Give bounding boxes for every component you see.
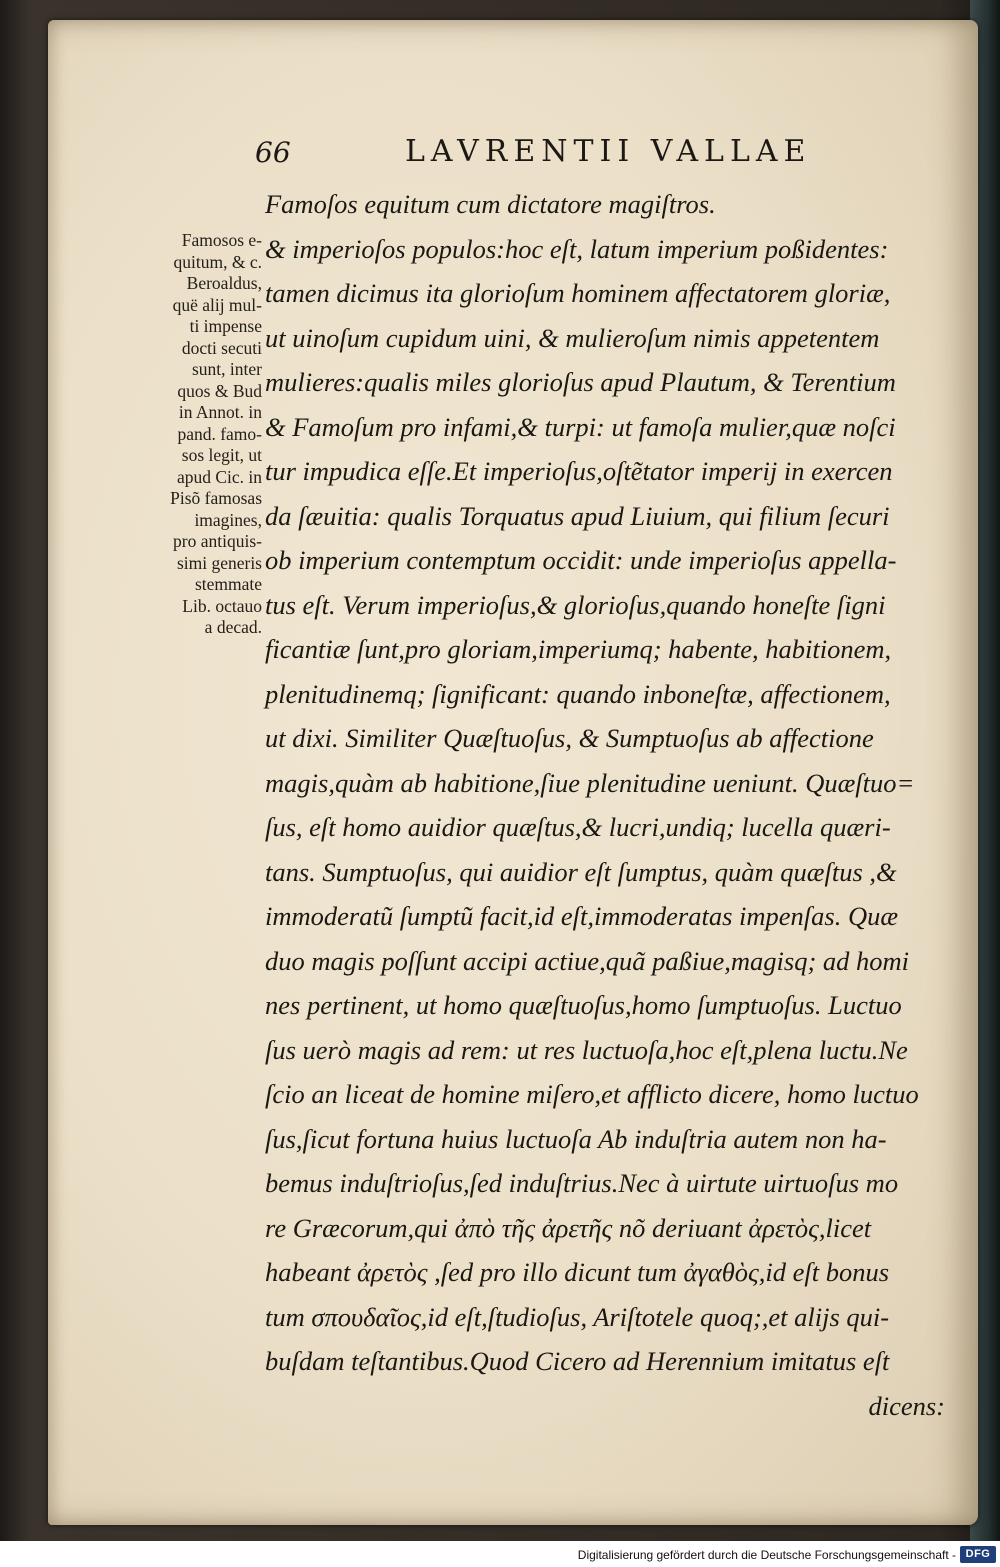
marginal-line: Beroaldus, xyxy=(186,273,262,293)
marginal-line: imagines, xyxy=(194,509,262,530)
text-line: ut uinoſum cupidum uini, & mulieroſum nimis appetentem xyxy=(265,322,880,353)
text-line: ſcio an liceat de homine miſero,et afflicto dicere, homo luctuo xyxy=(265,1079,919,1109)
marginal-line: docti secuti xyxy=(181,337,262,358)
text-line: tamen dicimus ita glorioſum hominem affectatorem gloriæ, xyxy=(265,278,891,308)
footer-bar xyxy=(0,1541,1000,1567)
text-line: ficantiæ ſunt,pro gloriam,imperiumq; habente, habitionem, xyxy=(265,634,892,664)
marginal-line: stemmate xyxy=(194,574,262,594)
text-line: tum σπουδαῖος,id eſt,ſtudioſus, Ariſtotele quoq;,et alijs qui- xyxy=(265,1301,890,1332)
marginal-line: Famosos e- xyxy=(181,230,262,250)
text-line: ob imperium contemptum occidit: unde imperioſus appella- xyxy=(265,545,897,575)
page-header xyxy=(255,130,815,176)
text-line: habeant ἀρετὸς ,ſed pro illo dicunt tum ἀγαθὸς,id eſt bonus xyxy=(265,1257,890,1287)
text-line: plenitudinemq; ſignificant: quando inboneſtæ, affectionem, xyxy=(265,678,891,709)
running-head: LAVRENTII VALLAE xyxy=(405,134,812,169)
text-line: & imperioſos populos:hoc eſt, latum imperium poßidentes: xyxy=(265,233,889,264)
marginal-line: a decad. xyxy=(204,617,262,637)
text-line: ſus,ſicut fortuna huius luctuoſa Ab induſtria autem non ha- xyxy=(265,1123,887,1154)
marginal-line: sunt, inter xyxy=(192,359,262,379)
marginal-line: quë alij mul- xyxy=(172,294,262,315)
text-line: ſus, eſt homo auidior quæſtus,& lucri,undiq; lucella quæri- xyxy=(265,812,891,842)
text-line: tur impudica eſſe.Et imperioſus,oſtẽtator imperij in exercen xyxy=(265,456,893,486)
dfg-logo: DFG xyxy=(960,1546,996,1563)
text-line: ſus uerò magis ad rem: ut res luctuoſa,hoc eſt,plena luctu.Ne xyxy=(265,1034,908,1065)
text-line: & Famoſum pro infami,& turpi: ut famoſa mulier,quæ noſci xyxy=(265,411,896,442)
marginal-line: ti impense xyxy=(189,316,262,336)
funding-credit: Digitalisierung gefördert durch die Deutsche Forschungsgemeinschaft - xyxy=(577,1548,956,1562)
text-line: buſdam teſtantibus.Quod Cicero ad Herennium imitatus eſt xyxy=(265,1346,890,1376)
text-line: Famoſos equitum cum dictatore magiſtros. xyxy=(265,189,716,219)
marginal-line: apud Cic. in xyxy=(176,466,262,487)
marginal-line: quos & Bud xyxy=(177,380,262,401)
text-line: ut dixi. Similiter Quæſtuoſus, & Sumptuoſus ab affectione xyxy=(265,723,874,753)
text-line: duo magis poſſunt accipi actiue,quã paßiue,magisq; ad homi xyxy=(265,945,910,976)
marginal-line: in Annot. in xyxy=(178,402,262,422)
text-line: tus eſt. Verum imperioſus,& glorioſus,quando honeſte ſigni xyxy=(265,589,886,620)
text-line: nes pertinent, ut homo quæſtuoſus,homo ſumptuoſus. Luctuo xyxy=(265,990,902,1020)
marginal-line: pro antiquis- xyxy=(173,531,262,551)
marginal-line: Pisõ famosas xyxy=(170,488,262,508)
marginal-note xyxy=(112,230,262,639)
page-number: 66 xyxy=(255,136,291,169)
text-line-catchword: dicens: xyxy=(868,1390,945,1421)
marginal-line: quitum, & c. xyxy=(173,251,262,272)
text-line: immoderatũ ſumptũ facit,id eſt,immoderatas impenſas. Quæ xyxy=(265,901,899,931)
text-line: magis,quàm ab habitione,ſiue plenitudine ueniunt. Quæſtuo= xyxy=(265,767,915,798)
text-line: re Græcorum,qui ἀπὸ τῆς ἀρετῆς nõ deriuant ἀρετὸς,licet xyxy=(265,1212,872,1243)
body-text xyxy=(265,182,965,1428)
text-line: da ſæuitia: qualis Torquatus apud Liuium, qui filium ſecuri xyxy=(265,500,890,531)
text-line: bemus induſtrioſus,ſed induſtrius.Nec à uirtute uirtuoſus mo xyxy=(265,1168,899,1198)
text-line: mulieres:qualis miles glorioſus apud Plautum, & Terentium xyxy=(265,367,896,397)
marginal-line: pand. famo- xyxy=(177,423,262,444)
marginal-line: simi generis xyxy=(176,552,262,573)
marginal-line: Lib. octauo xyxy=(182,595,262,616)
marginal-line: sos legit, ut xyxy=(181,445,262,465)
text-line: tans. Sumptuoſus, qui auidior eſt ſumptus, quàm quæſtus ,& xyxy=(265,856,897,887)
